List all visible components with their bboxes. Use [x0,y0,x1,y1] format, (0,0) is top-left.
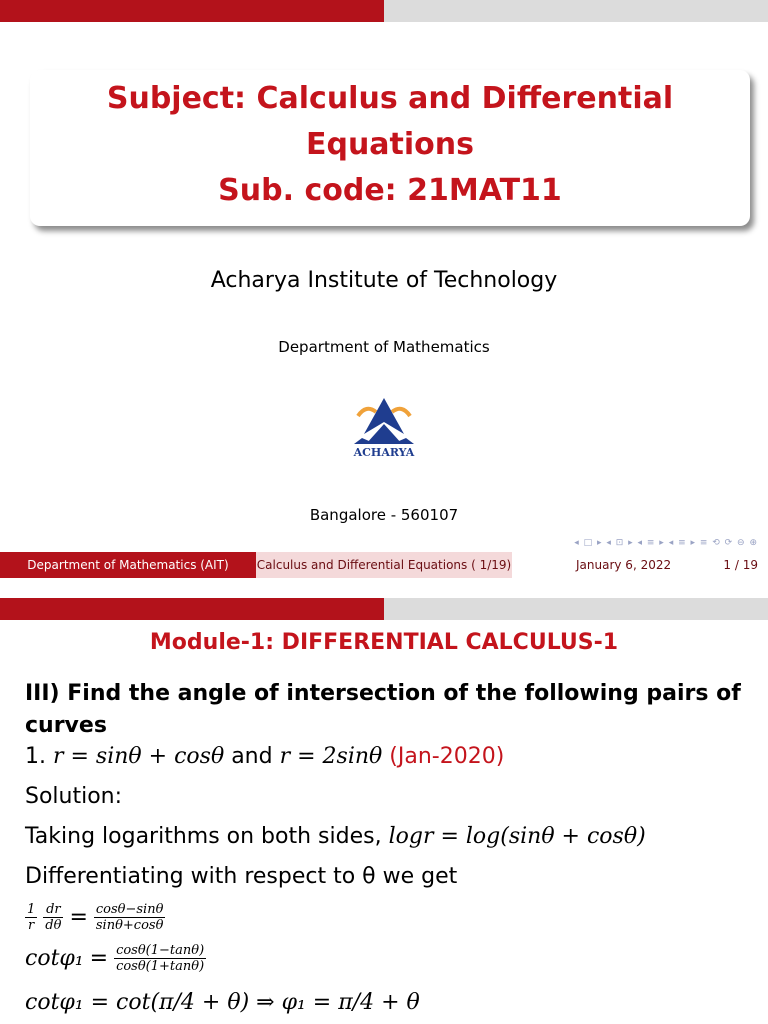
exam-reference: (Jan-2020) [389,744,505,769]
eq1-rhs-den: sinθ+cosθ [95,918,164,933]
location: Bangalore - 560107 [309,506,459,524]
eq2-equals: = [89,946,109,971]
eq1-equals: = [69,905,88,930]
problem-line [25,742,745,772]
footer-left: Department of Mathematics (AIT) [0,552,256,578]
eq2-rhs-frac [114,943,206,974]
eq1-rhs-num: cosθ−sinθ [95,902,164,917]
eq1-lhs-frac [25,902,37,933]
curve-2: r = 2sinθ [279,744,383,769]
acharya-logo-icon [344,394,424,480]
top-bar-grey-2 [384,598,768,620]
equation-1 [25,902,745,933]
content-slide [0,598,768,1024]
slide-body [25,678,745,1018]
title-box [30,70,750,226]
eq2-lhs: cotφ₁ [25,946,84,971]
question-heading: III) Find the angle of intersection of the following pairs of curves [25,681,741,738]
logo-text: ACHARYA [353,446,415,459]
eq2-rhs-den: cosθ(1+tanθ) [116,959,205,974]
top-bar-grey [384,0,768,22]
module-title: Module-1: DIFFERENTIAL CALCULUS-1 [149,630,619,655]
log-text: Taking logarithms on both sides, [25,824,382,849]
curve-1: r = sinθ + cosθ [53,744,225,769]
institute-name: Acharya Institute of Technology [210,268,558,293]
title-line-1: Subject: Calculus and Differential [106,81,674,116]
footer-middle: Calculus and Differential Equations ( 1/19) [256,552,512,578]
eq1-lhs-num: 1 [27,902,36,917]
top-bar-red-2 [0,598,384,620]
top-bar-2 [0,598,768,620]
differentiation-text: Differentiating with respect to θ we get [25,864,458,889]
and-word: and [231,744,273,769]
log-equation: logr = log(sinθ + cosθ) [388,824,646,849]
solution-label: Solution: [25,784,123,809]
footer-page: 1 / 19 [723,558,758,572]
eq2-rhs-num: cosθ(1−tanθ) [116,943,205,958]
title-line-2: Equations [305,127,475,162]
title-line-3: Sub. code: 21MAT11 [218,173,562,208]
eq1-deriv-frac [43,902,63,933]
top-bar-red [0,0,384,22]
beamer-nav-icons[interactable]: ◂ □ ▸ ◂ ⊡ ▸ ◂ ≡ ▸ ◂ ≡ ▸ ≡ ⟲ ⟳ ⊖ ⊕ [574,538,758,548]
footer-date: January 6, 2022 [576,558,672,572]
log-line [25,822,745,852]
slide-footer [0,552,768,578]
equation-2 [25,943,745,974]
eq1-rhs-frac [94,902,166,933]
top-bar [0,0,768,22]
department-name: Department of Mathematics [278,338,490,356]
footer-right [512,552,768,578]
eq1-lhs-den: r [28,918,35,933]
equation-3: cotφ₁ = cot(π/4 + θ) ⇒ φ₁ = π/4 + θ [25,990,420,1015]
eq1-d-num: dr [43,902,63,918]
eq1-d-den: dθ [45,918,62,933]
item-number: 1. [25,744,46,769]
